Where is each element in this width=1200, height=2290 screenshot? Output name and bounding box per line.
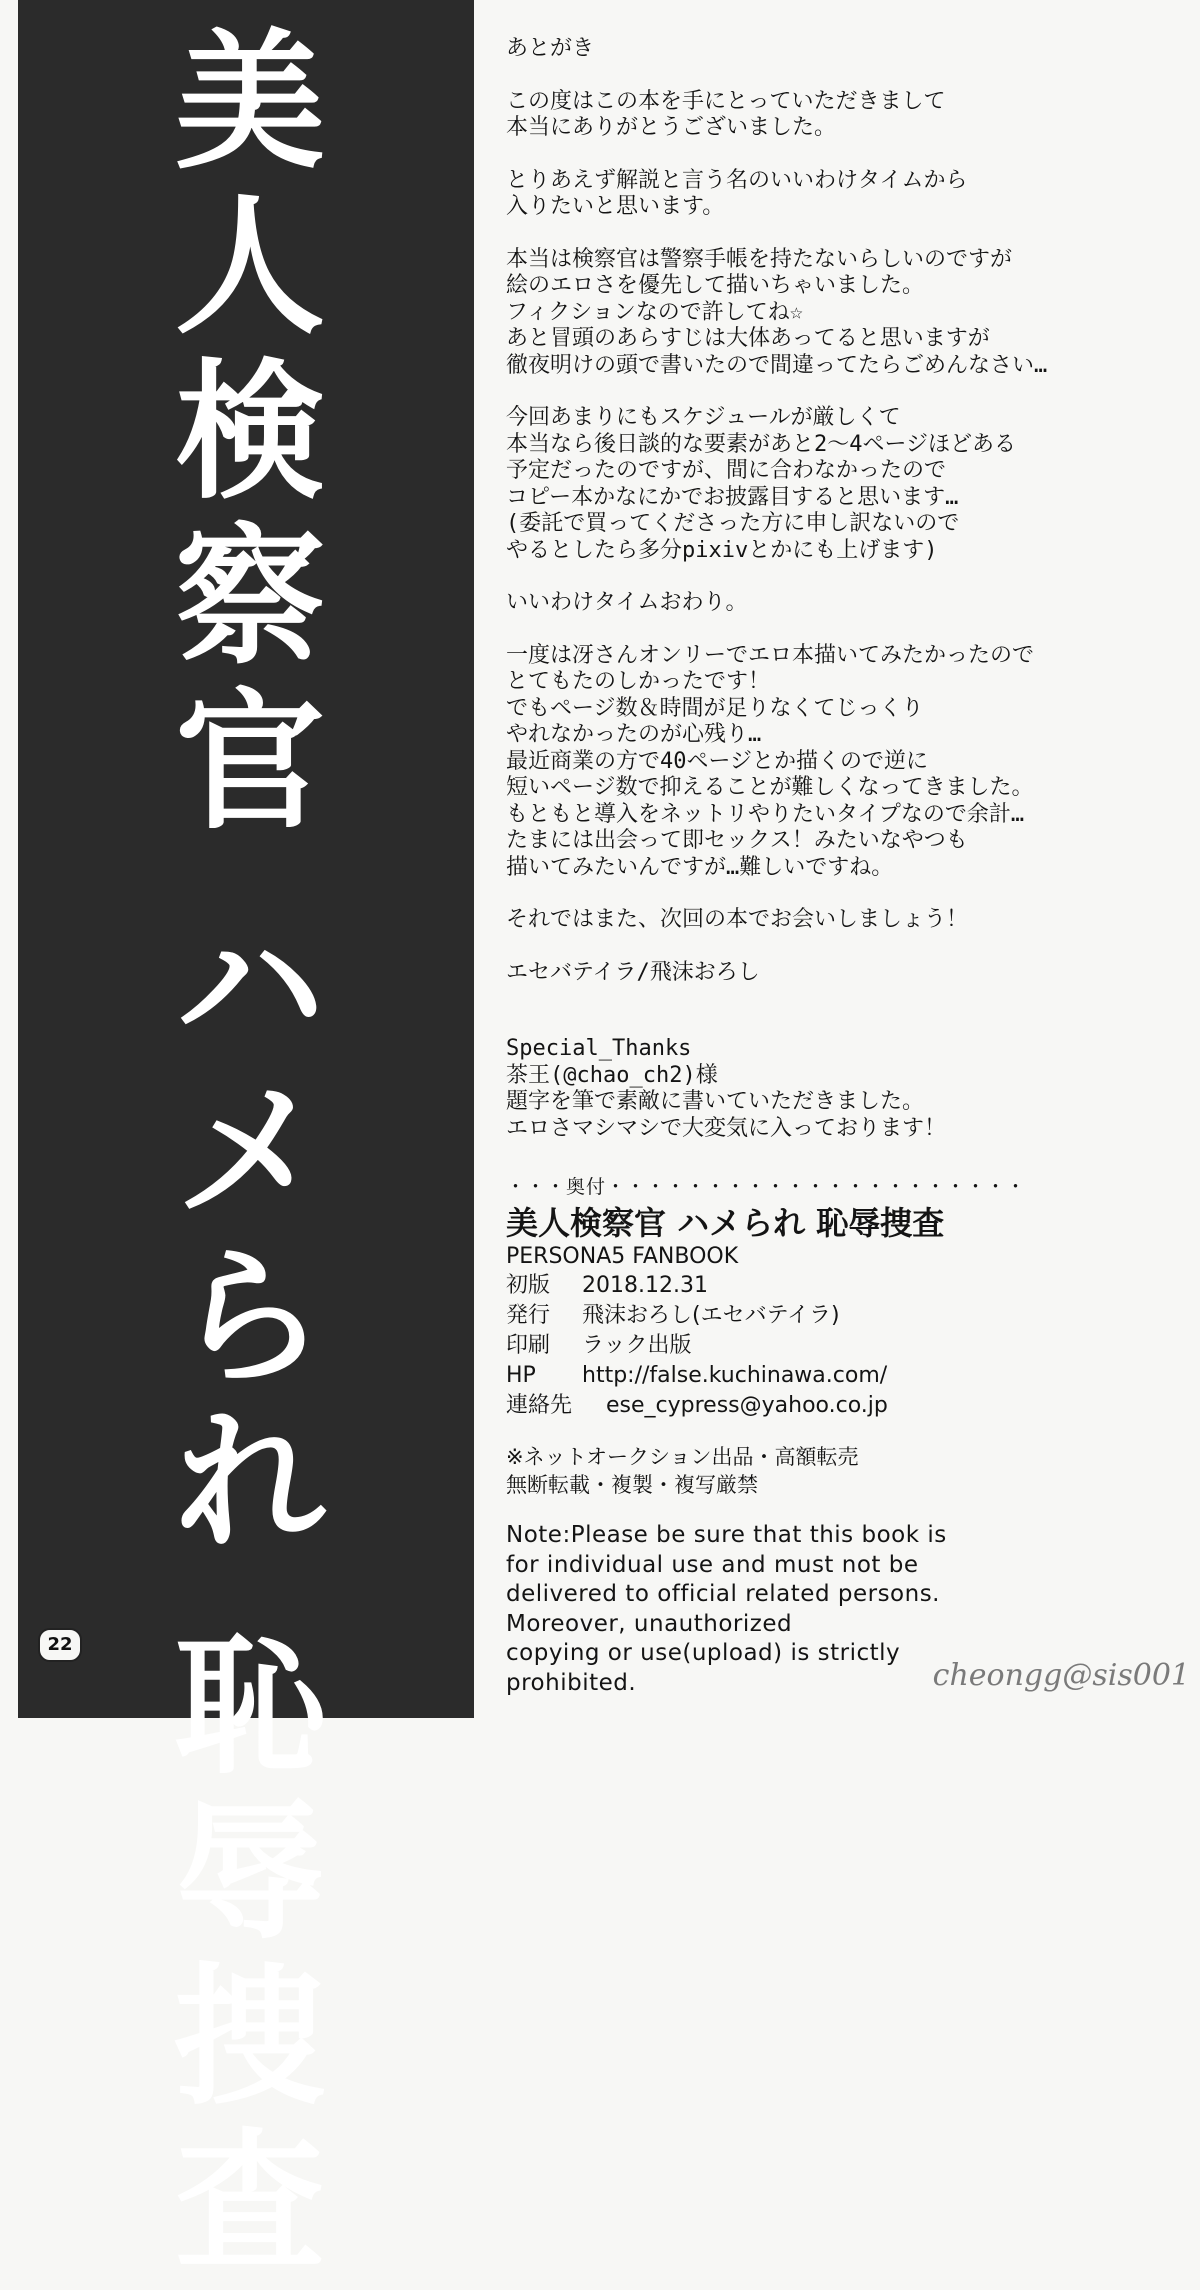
colophon-row (506, 1271, 1186, 1301)
calligraphy-char: ら (174, 1229, 325, 1405)
afterword (506, 36, 1186, 986)
calligraphy-char: 査 (174, 2114, 325, 2290)
text-line: この度はこの本を手にとっていただきまして (506, 88, 946, 114)
afterword-paragraph (506, 36, 1186, 63)
text-line: 予定だったのですが、間に合わなかったので (506, 458, 947, 483)
text-line: 本当は検察官は警察手帳を持たないらしいのですが (506, 246, 1013, 272)
text-line: たまには出会って即セックス！みたいなやつも (506, 828, 968, 853)
note-line: Moreover, unauthorized (506, 1610, 793, 1637)
text-line: 絵のエロさを優先して描いちゃいました。 (506, 273, 925, 298)
colophon-value: ese_cypress@yahoo.co.jp (606, 1393, 888, 1418)
text-line: エセバテイラ/飛沫おろし (506, 959, 760, 985)
colophon-rows (506, 1271, 1186, 1421)
thanks-line: 茶王(@chao_ch2)様 (506, 1062, 718, 1088)
colophon-subtitle: PERSONA5 FANBOOK (506, 1244, 739, 1269)
calligraphy-char: 辱 (174, 1784, 325, 1960)
text-line: 本当にありがとうございました。 (506, 115, 837, 140)
text-line: 入りたいと思います。 (506, 194, 725, 219)
afterword-paragraph (506, 89, 1186, 142)
afterword-paragraph (506, 643, 1186, 882)
colophon-key: 初版 (506, 1273, 551, 1298)
text-line: それではまた、次回の本でお会いしましょう！ (506, 907, 969, 932)
colophon-key: 印刷 (506, 1333, 551, 1358)
colophon-warnings (506, 1443, 1186, 1499)
calligraphy-char: 恥 (174, 1619, 325, 1795)
colophon-value: 飛沫おろし(エセバテイラ) (582, 1303, 840, 1328)
afterword-paragraph (506, 405, 1186, 564)
text-line: やるとしたら多分pixivとかにも上げます) (506, 537, 938, 563)
text-line: もともと導入をネットリやりたいタイプなので余計… (506, 801, 1025, 827)
text-line: フィクションなので許してね☆ (506, 299, 804, 325)
special-thanks (506, 1036, 1186, 1142)
watermark: cheongg@sis001 (932, 1658, 1190, 1693)
calligraphy-char: 検 (174, 344, 325, 520)
text-line: 今回あまりにもスケジュールが厳しくて (506, 405, 901, 430)
text-line: 最近商業の方で40ページとか描くので逆に (506, 748, 929, 774)
text-line: (委託で買ってくださった方に申し訳ないので (506, 511, 960, 536)
text-line: コピー本かなにかでお披露目すると思います… (506, 484, 959, 510)
warning-line: 無断転載・複製・複写厳禁 (506, 1473, 758, 1497)
calligraphy-char: メ (174, 1064, 325, 1240)
colophon-header: ・・・奥付・・・・・・・・・・・・・・・・・・・・・ (506, 1176, 1027, 1198)
afterword-paragraph (506, 168, 1186, 221)
title-banner (18, 0, 474, 2290)
colophon-row (506, 1391, 1186, 1421)
text-line: いいわけタイムおわり。 (506, 590, 748, 615)
calligraphy-char: ハ (174, 899, 325, 1075)
thanks-line: Special_Thanks (506, 1036, 692, 1061)
warning-line: ※ネットオークション出品・高額転売 (506, 1445, 859, 1469)
calligraphy-char: 官 (174, 674, 325, 850)
calligraphy-char: 察 (174, 509, 325, 685)
text-line: 徹夜明けの頭で書いたので間違ってたらごめんなさい… (506, 352, 1048, 378)
calligraphy-char: 捜 (174, 1949, 325, 2125)
text-line: あと冒頭のあらすじは大体あってると思いますが (506, 326, 990, 351)
calligraphy-title (70, 14, 430, 2290)
colophon-key: 発行 (506, 1303, 551, 1328)
colophon-value: http://false.kuchinawa.com/ (582, 1363, 888, 1388)
colophon-key: HP (506, 1363, 536, 1388)
text-line: でもページ数＆時間が足りなくてじっくり (506, 695, 924, 721)
text-line: あとがき (506, 36, 595, 61)
text-line: とりあえず解説と言う名のいいわけタイムから (506, 167, 968, 193)
text-line: 本当なら後日談的な要素があと2～4ページほどある (506, 431, 1017, 457)
colophon-key: 連絡先 (506, 1393, 573, 1418)
text-line: 描いてみたいんですが…難しいですね。 (506, 854, 894, 880)
text-column (506, 36, 1186, 1698)
page-number: 22 (38, 1628, 82, 1662)
colophon-row (506, 1301, 1186, 1331)
text-line: やれなかったのが心残り… (506, 722, 762, 747)
note-line: prohibited. (506, 1669, 637, 1696)
calligraphy-char: 人 (174, 179, 325, 355)
text-line: とてもたのしかったです！ (506, 669, 771, 694)
colophon-row (506, 1361, 1186, 1391)
calligraphy-char: 美 (174, 14, 325, 190)
note-line: Note:Please be sure that this book is (506, 1522, 947, 1548)
colophon-value: ラック出版 (582, 1333, 692, 1358)
colophon-row (506, 1331, 1186, 1361)
note-line: delivered to official related persons. (506, 1581, 940, 1607)
thanks-line: エロさマシマシで大変気に入っております！ (506, 1115, 947, 1141)
afterword-paragraph (506, 590, 1186, 617)
text-line: 一度は冴さんオンリーでエロ本描いてみたかったので (506, 642, 1035, 668)
note-line: for individual use and must not be (506, 1551, 919, 1578)
text-line: 短いページ数で抑えることが難しくなってきました。 (506, 775, 1034, 800)
colophon (506, 1172, 1186, 1698)
colophon-value: 2018.12.31 (582, 1273, 708, 1298)
thanks-line: 題字を筆で素敵に書いていただきました。 (506, 1089, 925, 1114)
afterword-paragraph (506, 960, 1186, 987)
calligraphy-char: れ (174, 1394, 325, 1570)
afterword-paragraph (506, 907, 1186, 934)
note-line: copying or use(upload) is strictly (506, 1640, 901, 1666)
afterword-paragraph (506, 247, 1186, 380)
colophon-title: 美人検察官 ハメられ 恥辱捜査 (506, 1204, 945, 1242)
